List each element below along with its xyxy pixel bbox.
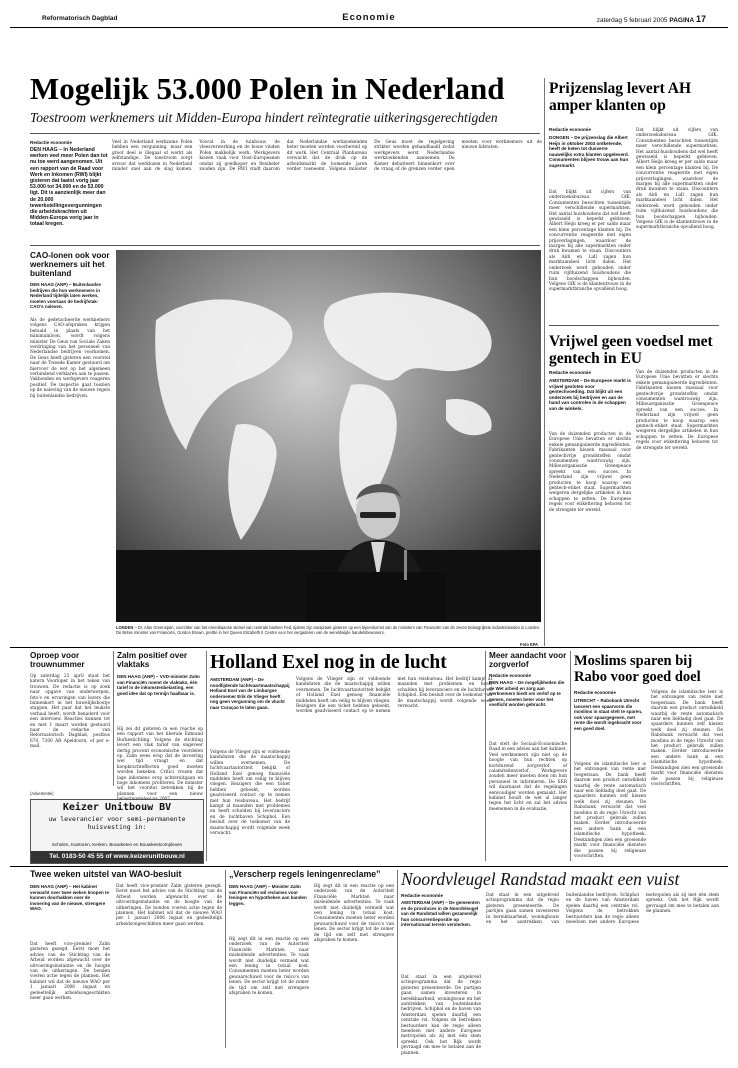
rabo-headline: Moslims sparen bij Rabo voor goed doel — [574, 653, 701, 685]
ad-services: Scholen, Kantoren, Kerken, Bouwketen en Bouwkeetcomplexen — [51, 842, 183, 847]
regels-body-2: Hij zegt dit in een reactie op een onderzoek van de Autoriteit Financiële Markten naar misleidende advertenties. Te vaak wordt niet duidelijk vermeld wat een lening in totaal kost. Consumenten moeten beter worden gewaarschuwd voor de risico's van lenen. De sector krijgt tot de zomer de tijd om zelf met strengere afspraken te komen. — [314, 884, 394, 944]
rabo-body-2: Volgens de islamitische leer is het ontvangen van rente niet toegestaan. De bank heeft daarom een product ontwikkeld waarbij de rente automatisch naar een liefdadig doel gaat. De spaarders kunnen zelf kiezen welk doel zij steunen. De Rabobank verwacht dat veel moslims in de regio Utrecht van het product gebruik zullen maken. Eerder introduceerde een andere bank al een islamitische hypotheek. Deskundigen zien een groeiende markt voor financiële diensten die passen bij religieuze voorschriften. — [651, 690, 723, 787]
ah-byline: Redactie economie — [549, 127, 591, 132]
rabo-lead: UTRECHT – Rabobank Utrecht lanceert een spaarvorm die moslims in staat stelt te sparen, ook voor spaargegeven, met rente die wordt ingebracht voor een goed doel. — [574, 698, 643, 731]
ad-label: (Advertentie) — [30, 791, 54, 796]
zorgverlof-lead: DEN HAAG – De mogelijkheden die de Wet arbeid en zorg aan werknemers biedt om verlof op te nemen, moeten beter voor het voetlicht worden gebracht. — [489, 680, 565, 707]
greenspan-photo — [116, 250, 541, 622]
main-deck: Toestroom werknemers uit Midden-Europa hindert reïntegratie uitkeringsgerechtigden — [30, 110, 498, 125]
zorgverlof-headline: Meer aandacht voor zorgverlof — [489, 651, 567, 670]
ah-lead: DONGEN – De prijzenslag die Albert Heijn in oktober 2003 ontketende, heeft de keten tot dusverre nauwelijks extra klanten opgeleverd. Consumenten blijven trouw aan hun supermarkt. — [549, 135, 629, 168]
zalm-rule — [113, 651, 114, 786]
wao-body-1: Dat heeft vice-premier Zalm gisteren gezegd. Eerst moet het advies van de Stichting van de Arbeid worden afgewacht over de uitvoeringsinstantie en de hoogte van de uitkeringen. De bonden voeren actie tegen de plannen. Het kabinet wil dat de nieuwe WAO per 1 januari 2006 ingaat en gedeeltelijk arbeidsongeschikten meer gaan werken. — [30, 942, 110, 1002]
lower-band-rule — [10, 866, 728, 867]
regels-lead: DEN HAAG (ANP) – Minister Zalm van Financiën wil reclames voor leningen en hypotheken aan banden leggen. — [229, 884, 307, 906]
zalm-body: Hij zei dit gisteren in een reactie op een rapport van het liberale Edmund Burkestichting. Volgens de stichting levert een vlak tarief van ongeveer dertig procent economische voordelen op. Zalm wees erop dat de invoering wel tijd vraagt en dat koopkrachteffecten goed moeten worden bekeken. Critici vrezen dat lage inkomens erop achteruitgaan en hoge inkomens profiteren. De minister wil het voorstel betrekken bij de plannen voor een nieuw — [117, 727, 203, 797]
main-headline: Mogelijk 53.000 Polen in Nederland — [30, 71, 505, 106]
photo-caption — [116, 625, 541, 635]
page-number: 17 — [695, 14, 706, 24]
main-lead: DEN HAAG – In Nederland werken veel meer Polen dan tot nu toe werd aangenomen. Uit een rapport van de Raad voor Werk en Inkomen (RWI) blijkt gisteren dat laatst vorig jaar 53.000 tot 34.000 en de 53.000 ligt. Dit is aanzienlijk meer dan de 20.000 tewerkstellingsvergunningen die arbeidskrachten uit Midden-Europa vorig jaar in totaal kregen. — [30, 147, 108, 228]
photo-credit: Foto EPA — [520, 642, 539, 647]
wao-headline: Twee weken uitstel van WAO-besluit — [30, 869, 182, 879]
cao-body: Als de gedetacheerde werknemers volgens CAO-afspraken krijgen betaald in plaats van het minimumloon, wordt volgens minister De Geus van Sociale Zaken verdringing van het personeel van Nederlandse bedrijven voorkomen. De Geus heeft gisteren een voorstel naar de Tweede Kamer gestuurd om hiervoor de wet op het algemeen verbindend verklaren aan te passen. Vakbonden en werkgevers reageren positief. De inspectie gaat toezien op de naleving van de nieuwe regels bij buitenlandse bedrijven. — [30, 318, 110, 399]
gentech-lead: AMSTERDAM – De Europese markt is vrijwel gesloten voor gentechvoeding. Dat blijkt uit een onderzoek bij bedrijven en aan de hand van controles in de schappen van de winkels. — [549, 378, 631, 411]
gentech-headline: Vrijwel geen voedsel met gentech in EU — [549, 333, 713, 367]
main-byline: Redactie economie — [30, 140, 72, 145]
caption-lead: LONDEN — [116, 625, 134, 630]
regels-body-1: Hij zegt dit in een reactie op een onderzoek van de Autoriteit Financiële Markten naar misleidende advertenties. Te vaak wordt niet duidelijk vermeld wat een lening in totaal kost. Consumenten moeten beter worden gewaarschuwd voor de risico's van lenen. De sector krijgt tot de zomer de tijd om zelf met strengere afspraken te komen. — [229, 937, 309, 997]
gentech-body-1: Van de duizenden producten in de Europese Unie bevatten er slechts enkele gemanipuleerde ingrediënten. Fabrikanten kiezen massaal voor gentechvrije grondstoffen omdat consumenten wantrouwig zijn. Milieuorganisatie Greenpeace spreekt van een succes. In Nederland zijn vrijwel geen producten te koop waarop een gentech-etiket staat. Supermarkten weigeren dergelijke artikelen in hun schappen te zetten. De Europese regels voor etikettering behoren tot de strengste ter wereld. — [549, 432, 631, 513]
zalm-lead: DEN HAAG (ANP) – VVD-minister Zalm van Financiën noemt de vlaktaks, één tarief in de inkomstenbelasting, een goed idee dat op termijn haalbaar is. — [117, 674, 200, 696]
zorgverlof-body: Dat stelt de Sociaal-Economische Raad in een advies aan het kabinet. Veel werknemers zijn niet op de hoogte van hun rechten op kortdurend zorgverlof of calamiteitenverlof. Werkgevers zouden meer moeten doen om hun personeel te informeren. De SER wil daarnaast dat de regelingen eenvoudiger worden gemaakt. Het kabinet houdt de wet al langer tegen het licht en zal het advies meenemen in de evaluatie. — [489, 742, 567, 812]
rabo-rule — [570, 651, 571, 861]
noord-body-2: Dat staat in een uitgebreid actieprogramma dat de regio gisteren presenteerde. De partijen gaan samen investeren in bereikbaarheid, woningbouw en het aantrekken van buitenlandse bedrijven. Schiphol en de haven van Amsterdam spelen daarbij een centrale rol. Volgens de betrokken bestuurders kan de regio alleen meedoen met andere Europese metropolen als zij met één stem spreekt. Ook het Rijk wordt gevraagd om mee te betalen aan de plannen. — [486, 893, 719, 926]
noord-lead: AMSTERDAM (ANP) – De gemeenten en de provincies in de Noordvleugel van de Randstad willen gezamenlijk hun concurrentiepositie op internationaal terrein versterken. — [401, 900, 480, 927]
exel-rule — [206, 651, 207, 861]
noord-headline: Noordvleugel Randstad maakt een vuist — [401, 869, 680, 889]
ah-rule — [549, 325, 719, 326]
ad-company: Keizer Unitbouw BV — [62, 802, 172, 813]
right-column-rule — [544, 78, 545, 646]
oproep-body: Op zaterdag 23 april staat het katern Voorloper in het teken van trouwen. De redactie is op zoek naar opgave van onderwerpen, foto's en ervaringen van lezers die binnenkort in het huwelijksbootje stappen. Het paar dat het leukste verhaal heeft, wordt benaderd voor een interview. Reacties kunnen tot en met 1 maart worden gestuurd naar de redactie van Reformatorisch Dagblad, postbus 670, 7300 AR Apeldoorn, of per e-mail. — [30, 674, 110, 750]
ad-tagline: uw leverancier voor semi-permanente huisvesting in: — [48, 815, 186, 831]
section-title: Economie — [342, 12, 396, 23]
ad-contact[interactable]: Tel. 0183-50 45 55 of www.keizerunitbouw.nl — [31, 851, 203, 863]
exel-headline: Holland Exel nog in de lucht — [210, 652, 447, 673]
cao-headline: CAO-lonen ook voor werknemers uit het buitenland — [30, 251, 110, 279]
main-body: Veel in Nederland werkzame Polen hebben een vergunning, maar een groot deel is illegaal of werkt als zelfstandige. De toestroom zorgt ervoor dat werklozen in Nederland minder snel aan de slag komen. Vooral in de tuinbouw, de vleesverwerking en de bouw vinden Polen makkelijk werk. Werkgevers kiezen vaak voor Oost-Europeanen omdat zij goedkoper en flexibeler zouden zijn. De RWI vindt daarom dat Nederlandse werkzoekenden beter moeten worden voorbereid op dit werk. Het Centraal Planbureau verwacht dat de druk op de arbeidsmarkt de komende jaren verder toeneemt. Volgens minister De Geus moet de regelgeving strikter worden gehandhaafd zodat werkgevers eerst Nederlandse werkzoekenden aannemen. De Kamer debatteert binnenkort over de vraag of de grenzen verder open moeten voor werknemers uit de nieuwe lidstaten. — [112, 140, 542, 173]
gentech-byline: Redactie economie — [549, 370, 591, 375]
ah-headline: Prijzenslag levert AH amper klanten op — [549, 80, 692, 114]
exel-body-1: Volgens de Vlieger zijn er voldoende kandidaten die de maatschappij willen overnemen. De luchtvaartautoriteit bekijkt of Holland Exel genoeg financiële middelen heeft om veilig te blijven vliegen. Reizigers die een ticket hebben geboekt, worden geadviseerd contact op te nemen met hun reisbureau. Het bedrijf kampt al maanden met problemen en heeft schulden bij leveranciers en de luchthaven Schiphol. Een besluit over de toekomst van de maatschappij wordt volgende week verwacht. — [210, 750, 290, 837]
zorgverlof-rule — [485, 651, 486, 861]
zorgverlof-byline: Redactie economie — [489, 673, 531, 678]
page-date-line — [597, 14, 706, 24]
noord-body-1: Dat staat in een uitgebreid actieprogramma dat de regio gisteren presenteerde. De partijen gaan samen investeren in bereikbaarheid, woningbouw en het aantrekken van buitenlandse bedrijven. Schiphol en de haven van Amsterdam spelen daarbij een centrale rol. Volgens de betrokken bestuurders kan de regio alleen meedoen met andere Europese metropolen als zij met één stem spreekt. Ook het Rijk wordt gevraagd om mee te betalen aan de plannen. — [401, 975, 481, 1056]
photo-image — [116, 250, 541, 622]
oproep-headline: Oproep voor trouwnummer — [30, 651, 85, 670]
ah-body-2: Dat blijkt uit cijfers van onderzoeksbureau GfK. Consumenten bezochten tussentijds meer verschillende supermarkten. Het aantal huishoudens dat wel heeft gewisseld is beperkt gebleven. Albert Heijn kreeg er per saldo maar een klein percentage klanten bij. De concurrentie reageerde met eigen prijsverlagingen, waardoor de marges bij alle supermarkten onder druk kwamen te staan. Discounters als Aldi en Lidl zagen hun marktaandeel licht dalen. Het onderzoek werd gehouden onder ruim vijfduizend huishoudens die hun boodschappen bijhouden. Volgens GfK is de klantentrouw in de supermarktbranche opvallend hoog. — [636, 128, 718, 231]
caption-text: – Dr. Alan Greenspan, voorzitter van het Amerikaanse stelsel van centrale banken Fed, tijdens zijn toespraak gisteren op een bijeenkomst van de ministers van Financiën van de zeven belangrijkste industrielanden in Londen. De Britse minister van Financiën, Gordon Brown, prettte in het Queen Elizabeth II Centre voor het vergaderen van de wereldwijde handelsbewoners. — [116, 625, 541, 635]
page-label: PAGINA — [669, 17, 695, 24]
gentech-body-2: Van de duizenden producten in de Europese Unie bevatten er slechts enkele gemanipuleerde ingrediënten. Fabrikanten kiezen massaal voor gentechvrije grondstoffen omdat consumenten wantrouwig zijn. Milieuorganisatie Greenpeace spreekt van een succes. In Nederland zijn vrijwel geen producten te koop waarop een gentech-etiket staat. Supermarkten weigeren dergelijke artikelen in hun schappen te zetten. De Europese regels voor etikettering behoren tot de strengste ter wereld. — [636, 370, 718, 451]
mid-page-rule — [10, 647, 728, 648]
noord-rule — [397, 870, 398, 1048]
paper-name: Reformatorisch Dagblad — [42, 15, 118, 22]
regels-rule — [225, 870, 226, 1048]
exel-lead: AMSTERDAM (ANP) – De noodlijdende luchtvaartmaatschappij Holland Exel van de Limburgse ondernemer Erik de Vlieger heeft nog geen vergunning om de vlucht naar Curaçao te laten gaan. — [210, 677, 290, 710]
regels-headline: „Verscherp regels leningenreclame” — [229, 869, 381, 879]
keizer-advertisement[interactable] — [30, 799, 204, 864]
ah-body-1: Dat blijkt uit cijfers van onderzoeksbureau GfK. Consumenten bezochten tussentijds meer verschillende supermarkten. Het aantal huishoudens dat wel heeft gewisseld is beperkt gebleven. Albert Heijn kreeg er per saldo maar een klein percentage klanten bij. De concurrentie reageerde met eigen prijsverlagingen, waardoor de marges bij alle supermarkten onder druk kwamen te staan. Discounters als Aldi en Lidl zagen hun marktaandeel licht dalen. Het onderzoek werd gehouden onder ruim vijfduizend huishoudens die hun boodschappen bijhouden. Volgens GfK is de klantentrouw in de supermarktbranche opvallend hoog. — [549, 190, 631, 293]
header-rule — [10, 27, 728, 28]
main-article-rule — [30, 245, 540, 246]
rabo-body-1: Volgens de islamitische leer is het ontvangen van rente niet toegestaan. De bank heeft daarom een product ontwikkeld waarbij de rente automatisch naar een liefdadig doel gaat. De spaarders kunnen zelf kiezen welk doel zij steunen. De Rabobank verwacht dat veel moslims in de regio Utrecht van het product gebruik zullen maken. Eerder introduceerde een andere bank al een islamitische hypotheek. Deskundigen zien een groeiende markt voor financiële diensten die passen bij religieuze voorschriften. — [574, 762, 646, 859]
zalm-headline: Zalm positief over vlaktaks — [117, 651, 188, 670]
rabo-byline: Redactie economie — [574, 690, 616, 695]
noord-byline: Redactie economie — [401, 893, 443, 898]
cao-lead: DEN HAAG (ANP) – Buitenlandse bedrijven die hun werknemers in Nederland tijdelijk laten werken, moeten voortaan de bedrijfstak-CAO's naleven. — [30, 282, 102, 309]
exel-body-2: Volgens de Vlieger zijn er voldoende kandidaten die de maatschappij willen overnemen. De luchtvaartautoriteit bekijkt of Holland Exel genoeg financiële middelen heeft om veilig te blijven vliegen. Reizigers die een ticket hebben geboekt, worden geadviseerd contact op te nemen met hun reisbureau. Het bedrijf kampt al maanden met problemen en heeft schulden bij leveranciers en de luchthaven Schiphol. Een besluit over de toekomst van de maatschappij wordt volgende week verwacht. — [296, 677, 492, 715]
wao-lead: DEN HAAG (ANP) – Het kabinet verwacht over twee weken knopen te kunnen doorhakken over de invoering van de nieuwe, strengere WAO. — [30, 884, 110, 911]
wao-body-2: Dat heeft vice-premier Zalm gisteren gezegd. Eerst moet het advies van de Stichting van de Arbeid worden afgewacht over de uitvoeringsinstantie en de hoogte van de uitkeringen. De bonden voeren actie tegen de plannen. Het kabinet wil dat de nieuwe WAO per 1 januari 2006 ingaat en gedeeltelijk arbeidsongeschikten meer gaan werken. — [116, 884, 222, 927]
page-date: zaterdag 5 februari 2005 — [596, 17, 668, 24]
deck-rule — [30, 133, 540, 134]
